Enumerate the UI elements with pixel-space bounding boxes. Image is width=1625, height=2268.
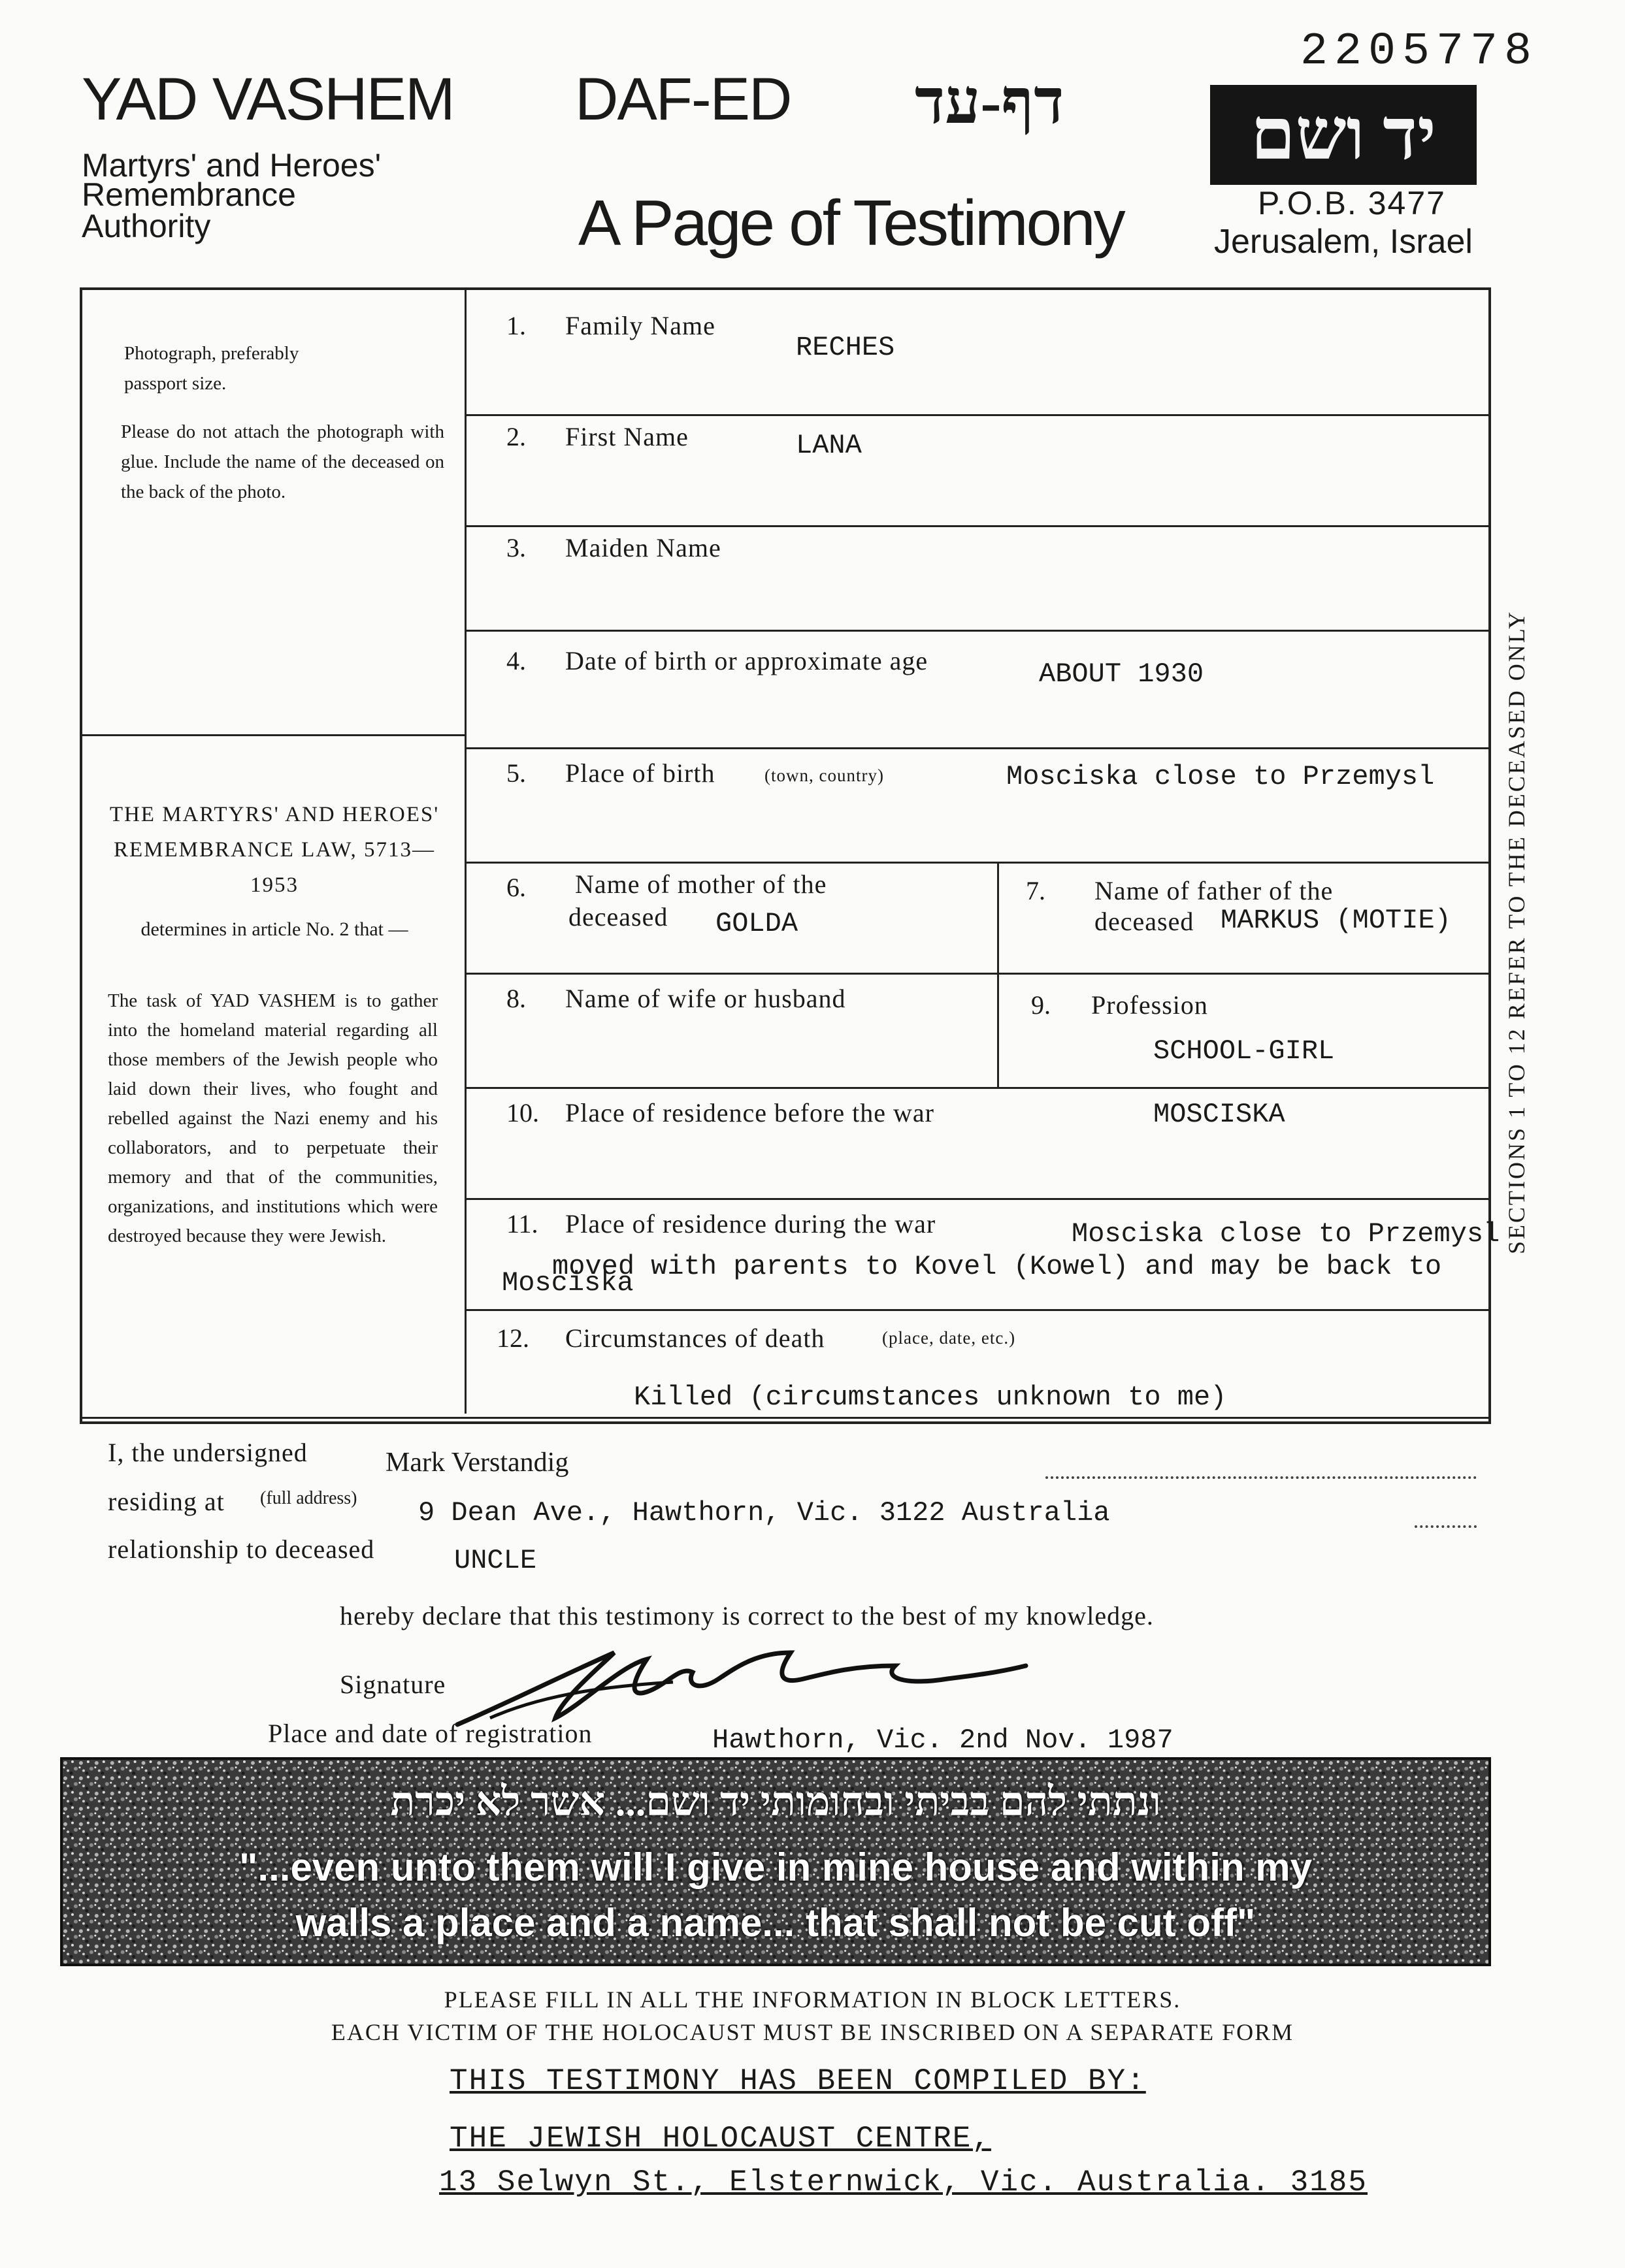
side-caption: SECTIONS 1 TO 12 REFER TO THE DECEASED ONLY (1503, 609, 1530, 1254)
place-date-label: Place and date of registration (268, 1719, 593, 1748)
profession-value: SCHOOL-GIRL (1153, 1035, 1335, 1067)
undersigned-dotted-line (1045, 1476, 1477, 1479)
residence-before-war-value: MOSCISKA (1153, 1099, 1285, 1130)
field-number: 8. (506, 984, 526, 1013)
field-number: 11. (506, 1209, 538, 1239)
family-name-value: RECHES (796, 332, 895, 363)
law-heading: THE MARTYRS' AND HEROES' REMEMBRANCE LAW, 5713—1953 (109, 803, 440, 897)
residence-during-war-value-3: Mosciska (502, 1267, 634, 1299)
field-number: 1. (506, 311, 526, 340)
birth-date-value: ABOUT 1930 (1039, 658, 1204, 690)
father-name-value: MARKUS (MOTIE) (1221, 905, 1451, 936)
row-divider (465, 747, 1491, 749)
field-number: 6. (506, 873, 526, 902)
banner-line-2: walls a place and a name... that shall not be cut off" (295, 1901, 1256, 1945)
field-number: 7. (1026, 876, 1045, 905)
row-divider (465, 525, 1491, 527)
centre-name: THE JEWISH HOLOCAUST CENTRE, (450, 2122, 991, 2156)
row-divider (465, 862, 1491, 864)
death-circumstances-label: Circumstances of death (565, 1323, 825, 1353)
birth-place-label: Place of birth (565, 758, 715, 788)
place-date-value: Hawthorn, Vic. 2nd Nov. 1987 (712, 1725, 1174, 1756)
maiden-name-label: Maiden Name (565, 533, 721, 562)
row-divider (465, 1198, 1491, 1200)
form-name-hebrew: דף-עד (915, 67, 1064, 137)
relationship-value: UNCLE (454, 1545, 537, 1576)
residence-during-war-value-2: moved with parents to Kovel (Kowel) and may be back to (552, 1251, 1442, 1282)
residing-note: (full address) (260, 1488, 357, 1508)
banner-hebrew: ונתתי להם בביתי ובחומותי יד ושם... אשר לא יכרת (390, 1780, 1161, 1824)
profession-label: Profession (1091, 990, 1208, 1020)
spouse-name-label: Name of wife or husband (565, 984, 846, 1013)
logo-hebrew-text: יד ושם (1251, 95, 1436, 174)
residing-value: 9 Dean Ave., Hawthorn, Vic. 3122 Australia (418, 1497, 1110, 1529)
field-number: 3. (506, 533, 526, 562)
po-box: P.O.B. 3477 (1258, 185, 1446, 221)
photo-box-instructions: Please do not attach the photograph with glue. Include the name of the deceased on the back of the photo. (121, 421, 444, 502)
field-number: 12. (497, 1323, 529, 1353)
field-number: 5. (506, 758, 526, 788)
death-circumstances-value: Killed (circumstances unknown to me) (634, 1382, 1227, 1413)
field-number: 4. (506, 646, 526, 675)
law-body: The task of YAD VASHEM is to gather into the homeland material regarding all those members of the Jewish people who laid down their lives, who fought and rebelled against the Nazi enemy and his collaborators, and to perpetuate their memory and that of the communities, organizations, and institutions which were destroyed because they were Jewish. (108, 990, 438, 1246)
form-title: A Page of Testimony (578, 187, 1124, 259)
father-name-label-2: deceased (1094, 907, 1194, 936)
relationship-label: relationship to deceased (108, 1534, 375, 1564)
row-divider (465, 973, 1491, 975)
declaration-statement: hereby declare that this testimony is correct to the best of my knowledge. (340, 1601, 1154, 1630)
row-divider (465, 414, 1491, 416)
column-divider (465, 290, 467, 1414)
yad-vashem-logo (1210, 85, 1477, 185)
family-name-label: Family Name (565, 311, 715, 340)
undersigned-value: Mark Verstandig (386, 1448, 569, 1478)
row-divider (465, 1309, 1491, 1311)
field-number: 2. (506, 422, 526, 451)
left-divider (82, 734, 465, 736)
document-number: 2205778 (1300, 26, 1539, 78)
city: Jerusalem, Israel (1214, 223, 1473, 261)
photo-box-title: Photograph, preferably passport size. (124, 343, 299, 394)
death-circumstances-note: (place, date, etc.) (882, 1328, 1016, 1348)
banner-line-1: "...even unto them will I give in mine house and within my (238, 1845, 1312, 1889)
inner-column-divider (997, 862, 999, 1087)
mother-name-value: GOLDA (715, 908, 798, 939)
signature-label: Signature (340, 1670, 446, 1699)
birth-date-label: Date of birth or approximate age (565, 646, 928, 675)
form-name: DAF-ED (575, 66, 791, 133)
field-number: 9. (1031, 990, 1051, 1020)
father-name-label: Name of father of the (1094, 876, 1334, 905)
row-divider (465, 630, 1491, 632)
scripture-banner (60, 1757, 1491, 1966)
birth-place-value: Mosciska close to Przemysl (1006, 761, 1435, 792)
row-divider (465, 1087, 1491, 1089)
mother-name-label: Name of mother of the (575, 869, 827, 899)
first-name-label: First Name (565, 422, 689, 451)
undersigned-label: I, the undersigned (108, 1438, 308, 1467)
first-name-value: LANA (796, 430, 862, 461)
footer-instruction-1: PLEASE FILL IN ALL THE INFORMATION IN BLOCK LETTERS. (444, 1986, 1181, 2013)
field-number: 10. (506, 1098, 539, 1127)
centre-address: 13 Selwyn St., Elsternwick, Vic. Australia. 3185 (439, 2165, 1368, 2199)
org-subtitle-line: Remembrance (82, 176, 296, 213)
org-name: YAD VASHEM (82, 66, 454, 133)
org-subtitle-line: Martyrs' and Heroes' (82, 147, 382, 184)
birth-place-note: (town, country) (764, 766, 884, 785)
compiled-by-heading: THIS TESTIMONY HAS BEEN COMPILED BY: (450, 2064, 1146, 2098)
mother-name-label-2: deceased (568, 902, 668, 932)
form-bottom-divider (82, 1417, 1491, 1419)
residing-label: residing at (108, 1487, 225, 1516)
residing-dotted-line (1415, 1525, 1477, 1528)
residence-during-war-value: Mosciska close to Przemysl (1072, 1218, 1500, 1250)
law-intro: determines in article No. 2 that — (140, 918, 408, 940)
residence-during-war-label: Place of residence during the war (565, 1209, 936, 1239)
residence-before-war-label: Place of residence before the war (565, 1098, 934, 1127)
org-subtitle-line: Authority (82, 208, 211, 244)
footer-instruction-2: EACH VICTIM OF THE HOLOCAUST MUST BE INSCRIBED ON A SEPARATE FORM (331, 2019, 1294, 2045)
